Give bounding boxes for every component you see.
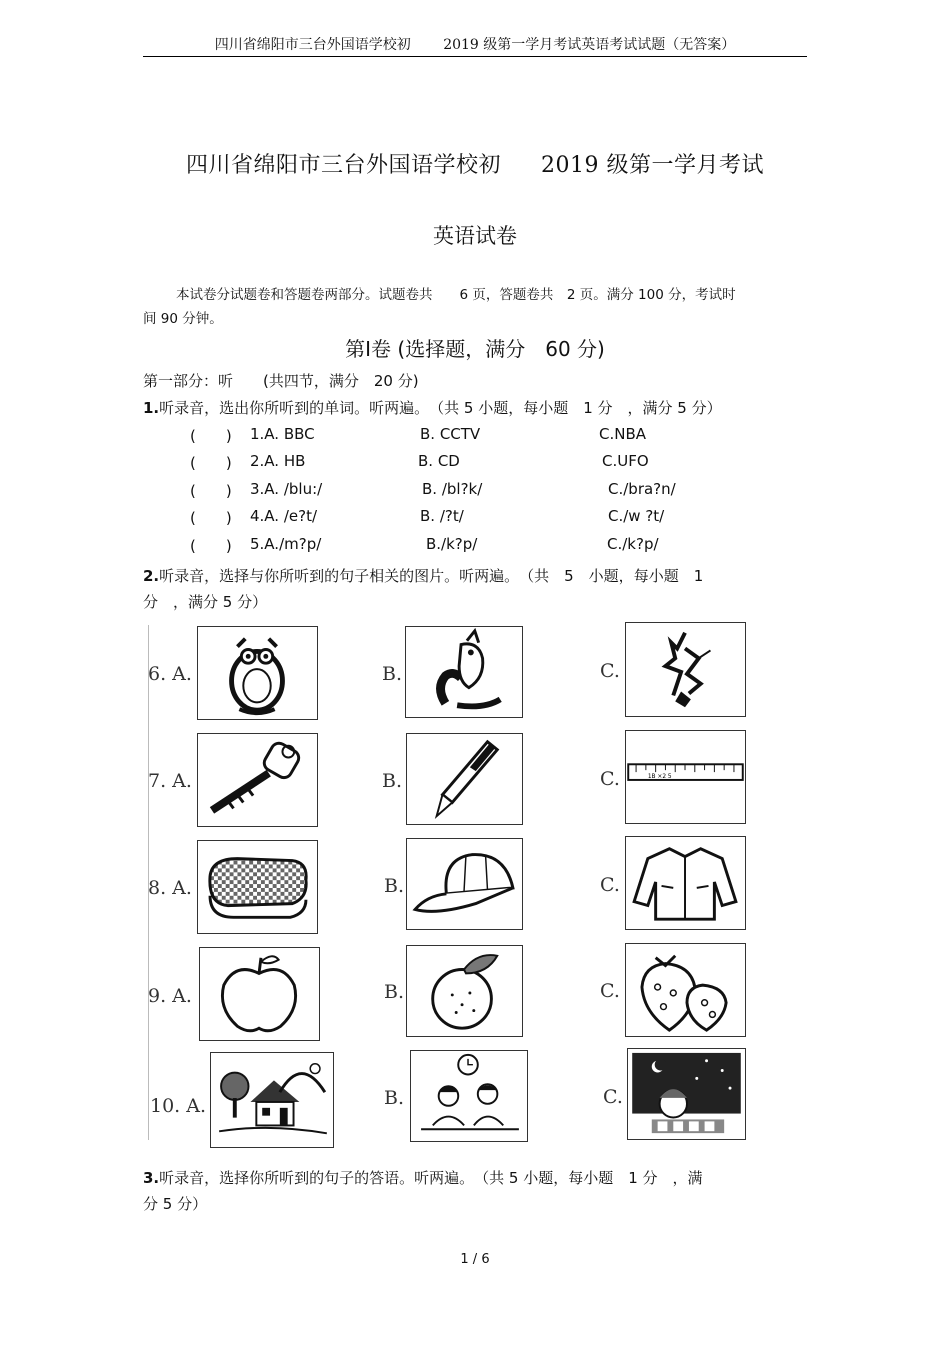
pen-picture[interactable] — [406, 733, 523, 825]
item-7-label-c: C. — [600, 768, 620, 790]
option-b: B. /bl?k/ — [422, 480, 483, 498]
apple-picture[interactable] — [199, 947, 320, 1041]
question-2-instruction — [143, 563, 823, 615]
kite-picture[interactable] — [625, 622, 746, 717]
exam-intro — [143, 283, 807, 331]
option-b: B. CCTV — [420, 425, 481, 443]
question-3-instruction — [143, 1165, 823, 1217]
cap-picture[interactable] — [406, 838, 523, 930]
orange-picture[interactable] — [406, 945, 523, 1037]
option-a: 1.A. BBC — [250, 425, 315, 443]
orange-icon — [407, 946, 522, 1036]
item-6-label-b: B. — [382, 663, 403, 685]
option-c: C./k?p/ — [607, 535, 659, 553]
question-3-text-1: 听录音，选择你所听到的句子的答语。听两遍。 （共 5 小题，每小题 1 分 ，满 — [159, 1169, 703, 1187]
question-3-number: 3. — [143, 1169, 160, 1187]
option-a: 2.A. HB — [250, 452, 306, 470]
exam-subtitle: 英语试卷 — [433, 224, 517, 248]
option-c: C.UFO — [602, 452, 649, 470]
item-9-label-c: C. — [600, 980, 620, 1002]
part-heading: 第一部分：听 (共四节，满分 20 分) — [143, 372, 419, 390]
header-exam: 2019 级第一学月考试英语考试试题（无答案） — [443, 37, 736, 53]
item-8-label-c: C. — [600, 874, 620, 896]
intro-line-2: 间 90 分钟。 — [143, 311, 223, 327]
key-icon — [198, 734, 317, 826]
item-8-label-a: 8. A. — [148, 877, 192, 899]
ruler-picture[interactable] — [625, 730, 746, 824]
question-2-text-1: 听录音，选择与你所听到的句子相关的图片。听两遍。 （共 5 小题，每小题 1 — [159, 567, 704, 585]
option-c: C./bra?n/ — [608, 480, 676, 498]
question-2-text-2: 分 ，满分 5 分） — [143, 593, 268, 611]
option-c: C./w ?t/ — [608, 507, 665, 525]
strawberry-icon — [626, 944, 745, 1036]
pen-icon — [407, 734, 522, 824]
header-school: 四川省绵阳市三台外国语学校初 — [214, 37, 411, 53]
question-2-number: 2. — [143, 567, 160, 585]
option-a: 4.A. /e?t/ — [250, 507, 318, 525]
option-b: B. CD — [418, 452, 460, 470]
option-c: C.NBA — [599, 425, 647, 443]
item-9-label-a: 9. A. — [148, 985, 192, 1007]
children-studying-picture[interactable] — [410, 1050, 528, 1142]
answer-blank[interactable]: ( ) — [190, 427, 232, 445]
item-6-label-c: C. — [600, 660, 620, 682]
question-3-text-2: 分 5 分） — [143, 1195, 208, 1213]
question-1-text: 听录音，选出你所听到的单词。听两遍。 （共 5 小题，每小题 1 分 ，满分 5 分） — [159, 399, 722, 417]
intro-line-1: 本试卷分试题卷和答题卷两部分。试题卷共 6 页，答题卷共 2 页。满分 100 分，考试时 — [176, 287, 736, 303]
jacket-icon — [626, 837, 745, 929]
running-header — [0, 34, 950, 54]
title-exam: 2019 级第一学月考试 — [541, 153, 764, 178]
owl-icon — [198, 627, 317, 719]
option-a: 3.A. /blu:/ — [250, 480, 323, 498]
apple-icon — [200, 948, 319, 1040]
item-7-label-a: 7. A. — [148, 770, 192, 792]
ruler-icon — [626, 731, 745, 823]
question-1-instruction — [143, 397, 823, 418]
title-school: 四川省绵阳市三台外国语学校初 — [186, 153, 502, 178]
house-picture[interactable] — [210, 1052, 334, 1148]
children-studying-icon — [411, 1051, 527, 1141]
cap-icon — [407, 839, 522, 929]
section-heading: 第Ⅰ卷 (选择题，满分 60 分) — [345, 337, 605, 361]
exam-title — [0, 148, 950, 179]
page-number: 1 / 6 — [460, 1252, 490, 1267]
option-b: B. /?t/ — [420, 507, 464, 525]
jacket-picture[interactable] — [625, 836, 746, 930]
kite-icon — [626, 623, 745, 716]
item-6-label-a: 6. A. — [148, 663, 192, 685]
item-10-label-c: C. — [603, 1086, 623, 1108]
owl-picture[interactable] — [197, 626, 318, 720]
answer-blank[interactable]: ( ) — [190, 537, 232, 555]
question-1-number: 1. — [143, 399, 160, 417]
item-10-label-b: B. — [384, 1087, 405, 1109]
answer-blank[interactable]: ( ) — [190, 509, 232, 527]
option-a: 5.A./m?p/ — [250, 535, 322, 553]
girl-at-night-picture[interactable] — [627, 1048, 746, 1140]
parrot-picture[interactable] — [405, 626, 523, 718]
item-7-label-b: B. — [382, 770, 403, 792]
item-9-label-b: B. — [384, 981, 405, 1003]
header-divider — [143, 56, 807, 57]
ruler-text: 1B ×2 5 — [647, 773, 672, 780]
answer-blank[interactable]: ( ) — [190, 454, 232, 472]
quilt-picture[interactable] — [197, 840, 318, 934]
answer-blank[interactable]: ( ) — [190, 482, 232, 500]
quilt-icon — [198, 841, 317, 933]
girl-at-night-icon — [628, 1049, 745, 1139]
house-icon — [211, 1053, 333, 1147]
strawberry-picture[interactable] — [625, 943, 746, 1037]
item-8-label-b: B. — [384, 875, 405, 897]
parrot-icon — [406, 627, 522, 717]
option-b: B./k?p/ — [426, 535, 478, 553]
item-10-label-a: 10. A. — [150, 1095, 207, 1117]
key-picture[interactable] — [197, 733, 318, 827]
